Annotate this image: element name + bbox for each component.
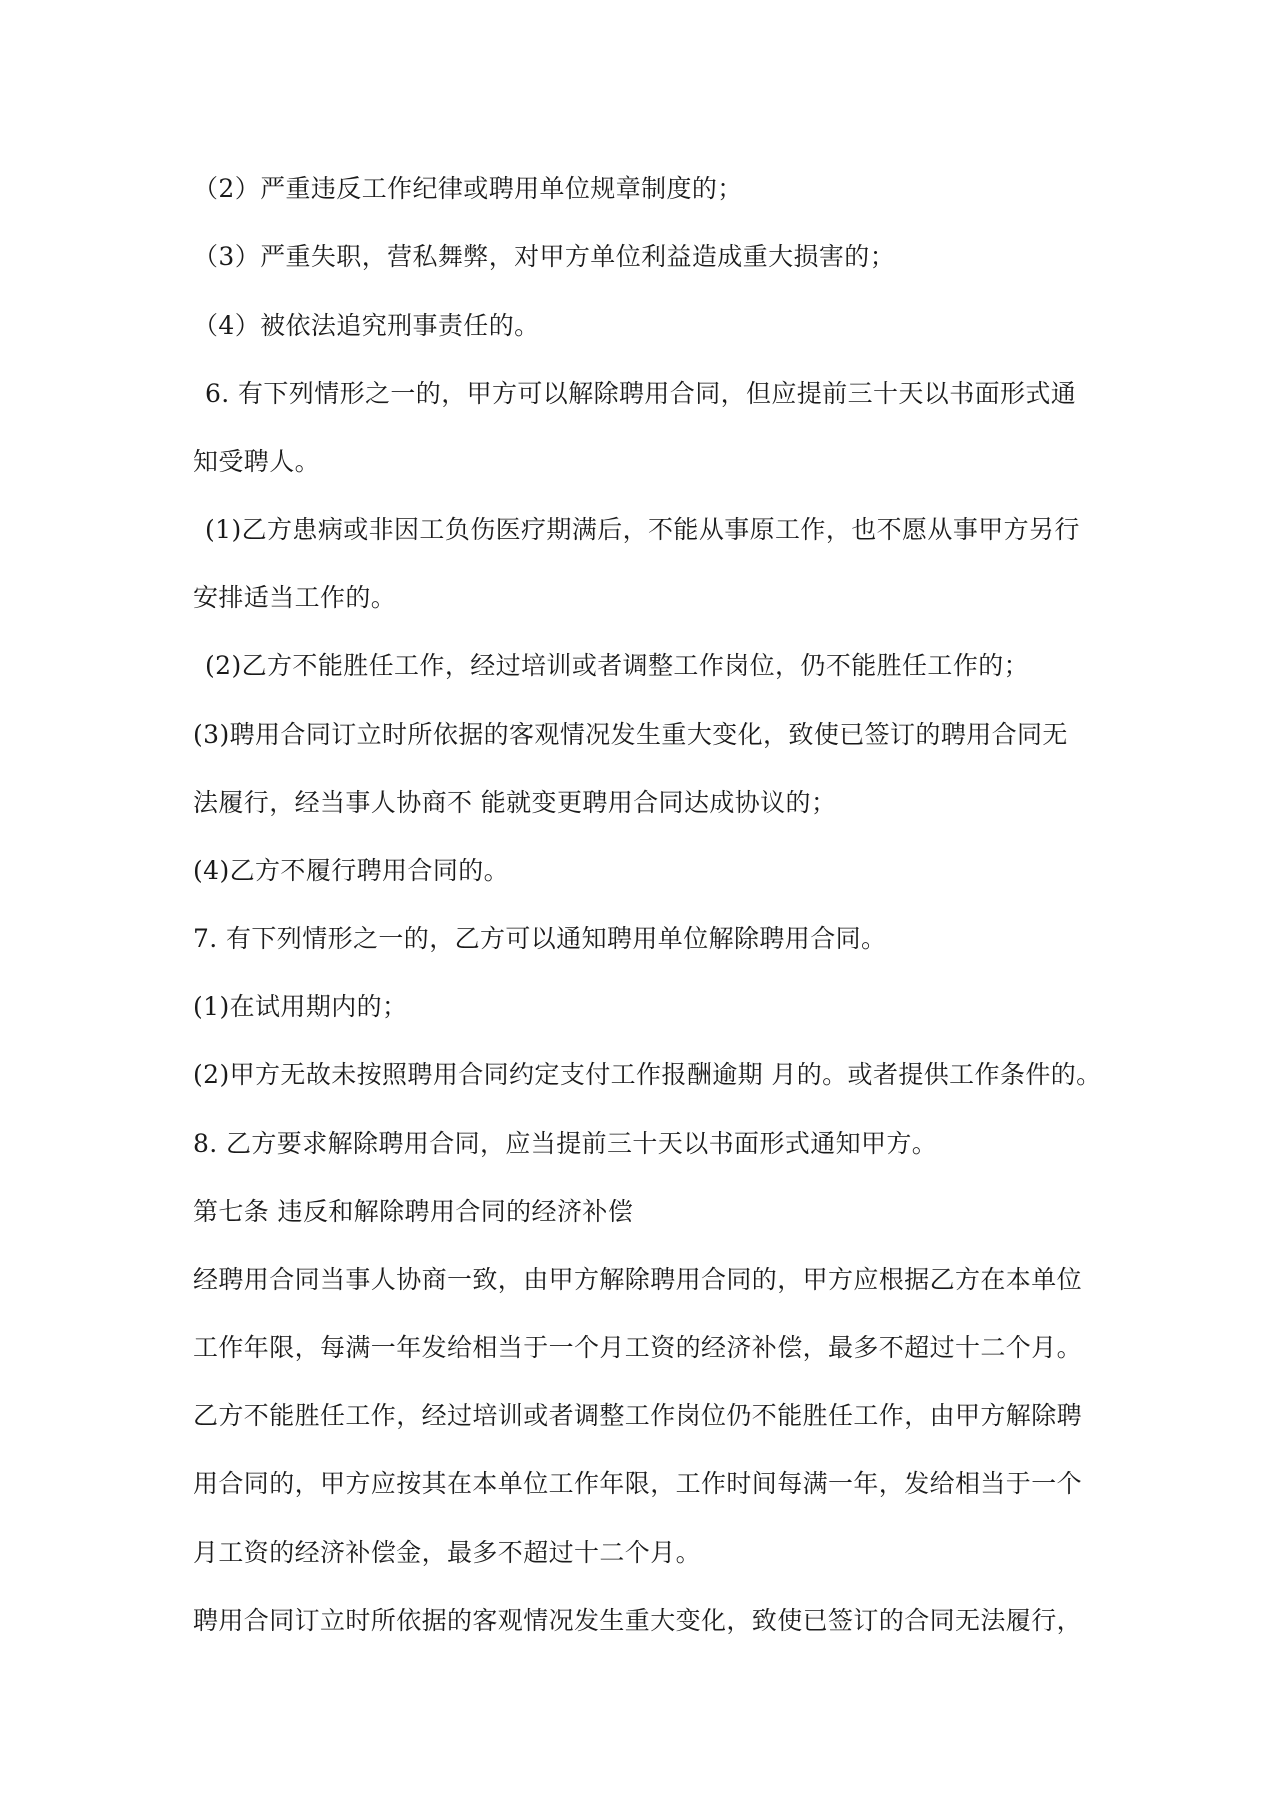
section-heading: 第七条 违反和解除聘用合同的经济补偿 [193, 1197, 634, 1226]
text-line: 7. 有下列情形之一的，乙方可以通知聘用单位解除聘用合同。 [193, 924, 887, 953]
text-line: (3)聘用合同订立时所依据的客观情况发生重大变化，致使已签订的聘用合同无 [193, 720, 1068, 749]
text-line: 聘用合同订立时所依据的客观情况发生重大变化，致使已签订的合同无法履行， [193, 1606, 1083, 1635]
text-line: 6. 有下列情形之一的，甲方可以解除聘用合同，但应提前三十天以书面形式通 [205, 379, 1077, 408]
text-line: (1)在试用期内的； [193, 992, 408, 1021]
text-line: 法履行，经当事人协商不 能就变更聘用合同达成协议的； [193, 788, 837, 817]
text-line: （4）被依法追究刑事责任的。 [193, 311, 540, 340]
text-line: 用合同的，甲方应按其在本单位工作年限，工作时间每满一年，发给相当于一个 [193, 1469, 1083, 1498]
text-line: (2)甲方无故未按照聘用合同约定支付工作报酬逾期 月的。或者提供工作条件的。 [193, 1060, 1102, 1089]
text-line: (1)乙方患病或非因工负伤医疗期满后，不能从事原工作，也不愿从事甲方另行 [205, 515, 1080, 544]
text-line: 8. 乙方要求解除聘用合同，应当提前三十天以书面形式通知甲方。 [193, 1129, 938, 1158]
text-line: (2)乙方不能胜任工作，经过培训或者调整工作岗位，仍不能胜任工作的； [205, 651, 1030, 680]
text-line: 乙方不能胜任工作，经过培训或者调整工作岗位仍不能胜任工作，由甲方解除聘 [193, 1401, 1083, 1430]
text-line: 安排适当工作的。 [193, 583, 397, 612]
text-line: （3）严重失职，营私舞弊，对甲方单位利益造成重大损害的； [193, 242, 896, 271]
text-line: 工作年限，每满一年发给相当于一个月工资的经济补偿，最多不超过十二个月。 [193, 1333, 1083, 1362]
text-line: （2）严重违反工作纪律或聘用单位规章制度的； [193, 174, 743, 203]
text-line: (4)乙方不履行聘用合同的。 [193, 856, 510, 885]
text-line: 经聘用合同当事人协商一致，由甲方解除聘用合同的，甲方应根据乙方在本单位 [193, 1265, 1083, 1294]
text-line: 月工资的经济补偿金，最多不超过十二个月。 [193, 1538, 702, 1567]
text-line: 知受聘人。 [193, 447, 321, 476]
